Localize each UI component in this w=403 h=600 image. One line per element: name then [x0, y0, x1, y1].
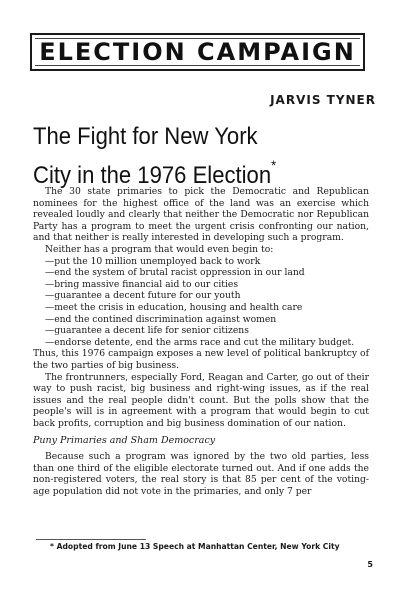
list-item: —guarantee a decent future for our youth: [45, 290, 241, 302]
article-headline: [33, 121, 346, 192]
page-number: 5: [367, 560, 373, 569]
section-banner: [30, 33, 365, 71]
footnote: * Adopted from June 13 Speech at Manhattan Center, New York City: [50, 542, 370, 551]
paragraph-5: Because such a program was ignored by the two old parties, less than one third of the eligible electorate turned out. And if one adds the non-registered voters, the real story is that 85 per cent of the voting-age population did not vote in the primaries, and only 7 per: [33, 451, 369, 497]
section-subheading: Puny Primaries and Sham Democracy: [33, 435, 216, 447]
banner-title: ELECTION CAMPAIGN: [39, 38, 356, 66]
list-item: —endorse detente, end the arms race and cut the military budget.: [45, 336, 355, 348]
list-item: —guarantee a decent life for senior citizens: [45, 325, 249, 337]
list-item: —put the 10 million unemployed back to work: [45, 255, 261, 267]
list-item: —meet the crisis in education, housing and health care: [45, 301, 303, 313]
list-item: —end the contined discrimination against women: [45, 313, 277, 325]
paragraph-1: The 30 state primaries to pick the Democratic and Republican nominees for the highest office of the land was an exercise which revealed loudly and clearly that neither the Democratic nor Republican Party has a program to meet the urgent crisis confronting our nation, and that neither is really interested in developing such a program.: [33, 186, 369, 244]
paragraph-2: Neither has a program that would even begin to:: [45, 243, 274, 255]
author-name: JARVIS TYNER: [270, 93, 376, 107]
headline-line-1: The Fight for New York: [33, 123, 258, 150]
list-item: —bring massive financial aid to our cities: [45, 278, 239, 290]
headline-line-2-text: City in the 1976 Election: [33, 162, 272, 189]
paragraph-3: Thus, this 1976 campaign exposes a new level of political bankruptcy of the two parties of big business.: [33, 348, 369, 371]
paragraph-4: The frontrunners, especially Ford, Reagan and Carter, go out of their way to push racist, big business and right-wing issues, as if the real issues and the real people didn't count. But the polls show that the people's will is in agreement with a program that would begin to cut back profits, corruption and big business domination of our nation.: [33, 371, 369, 429]
article-body: [33, 186, 369, 497]
demands-list: [33, 256, 369, 349]
footnote-marker: *: [271, 157, 277, 173]
list-item: —end the system of brutal racist oppression in our land: [45, 267, 305, 279]
